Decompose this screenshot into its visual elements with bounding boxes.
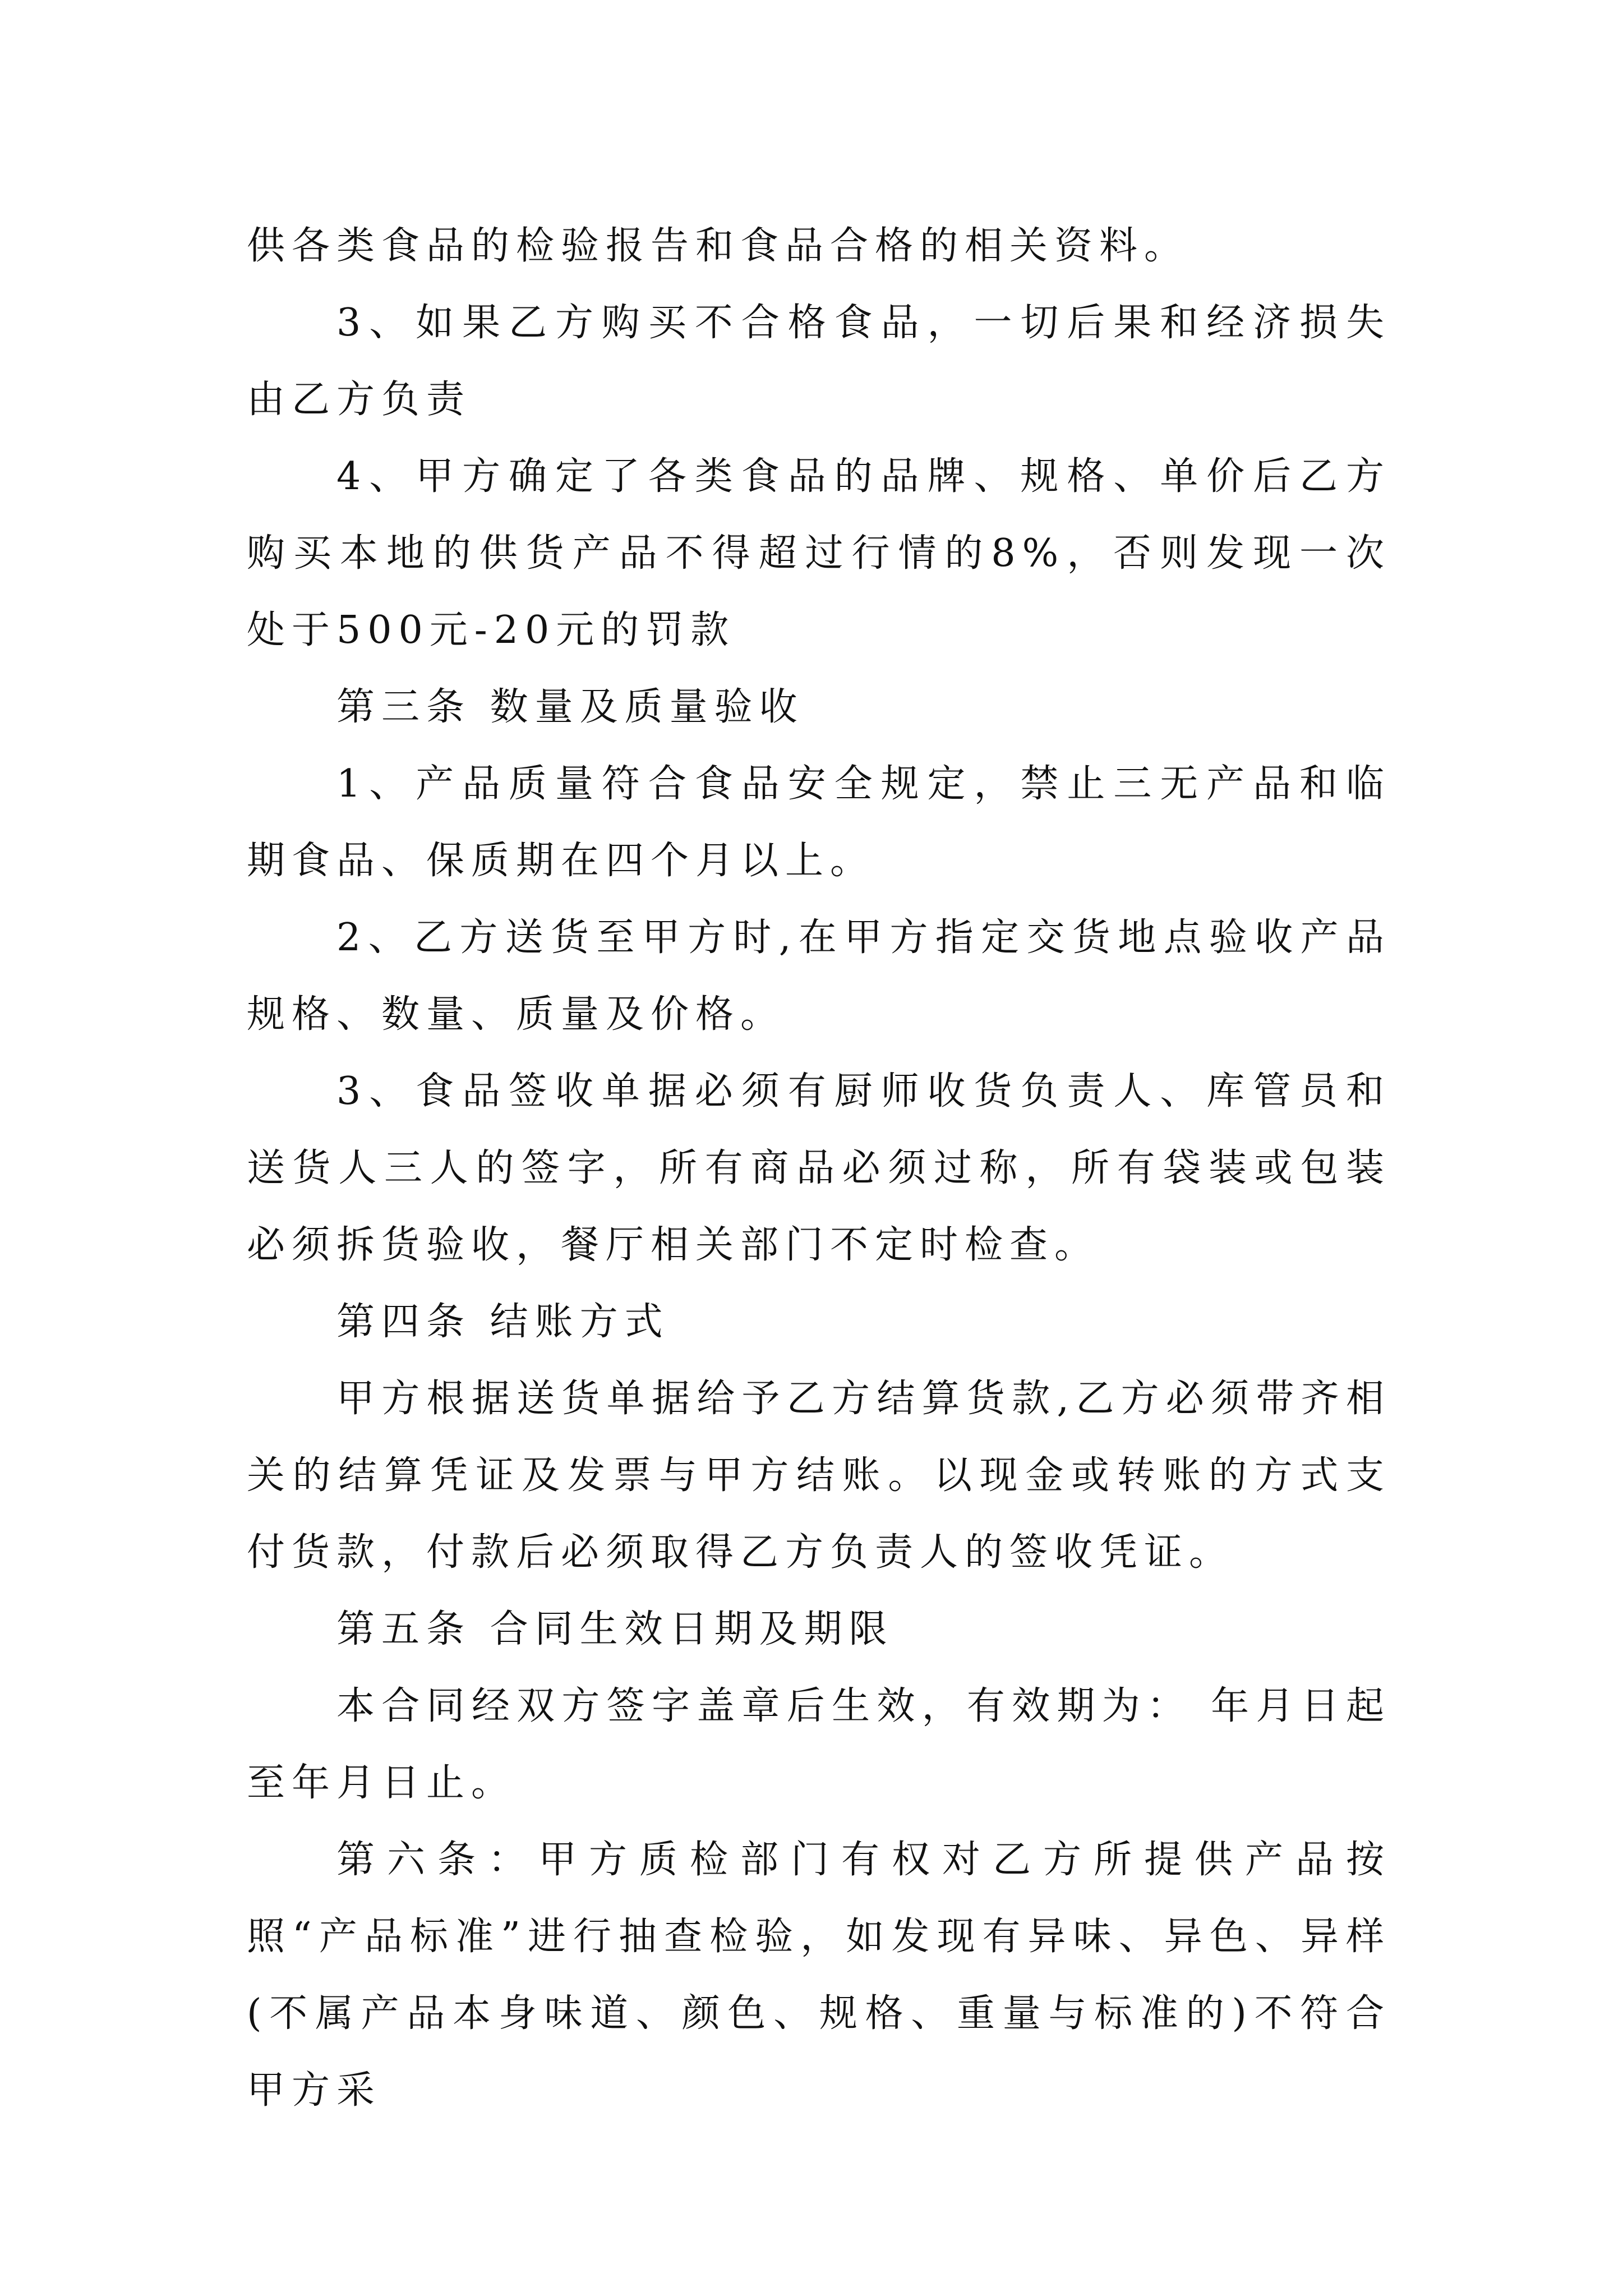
paragraph-clause-3-2: 2、乙方送货至甲方时,在甲方指定交货地点验收产品规格、数量、质量及价格。	[247, 915, 1391, 1037]
paragraph-clause-3-1: 1、产品质量符合食品安全规定，禁止三无产品和临期食品、保质期在四个月以上。	[247, 762, 1391, 883]
paragraph-clause-3-3: 3、食品签收单据必须有厨师收货负责人、库管员和送货人三人的签字，所有商品必须过称，所有袋装或包装必须拆货验收，餐厅相关部门不定时检查。	[247, 1069, 1391, 1267]
paragraph-clause-2-4: 4、甲方确定了各类食品的品牌、规格、单价后乙方购买本地的供货产品不得超过行情的8%，否则发现一次处于500元-20元的罚款	[247, 454, 1391, 652]
heading-article-4: 第四条 结账方式	[336, 1300, 670, 1344]
document-body	[247, 208, 1391, 2129]
paragraph-article-5-body: 本合同经双方签字盖章后生效，有效期为： 年月日起至年月日止。	[247, 1684, 1391, 1805]
paragraph-article-6: 第六条：甲方质检部门有权对乙方所提供产品按照“产品标准”进行抽查检验，如发现有异味、异色、异样(不属产品本身味道、颜色、规格、重量与标准的)不符合甲方采	[247, 1838, 1391, 2113]
heading-article-3: 第三条 数量及质量验收	[336, 685, 804, 729]
paragraph-continuation: 供各类食品的检验报告和食品合格的相关资料。	[247, 224, 1189, 268]
heading-article-5: 第五条 合同生效日期及期限	[336, 1607, 894, 1651]
paragraph-clause-2-3: 3、如果乙方购买不合格食品，一切后果和经济损失由乙方负责	[247, 301, 1391, 422]
paragraph-article-4-body: 甲方根据送货单据给予乙方结算货款,乙方必须带齐相关的结算凭证及发票与甲方结账。以现金或转账的方式支付货款，付款后必须取得乙方负责人的签收凭证。	[247, 1377, 1391, 1575]
